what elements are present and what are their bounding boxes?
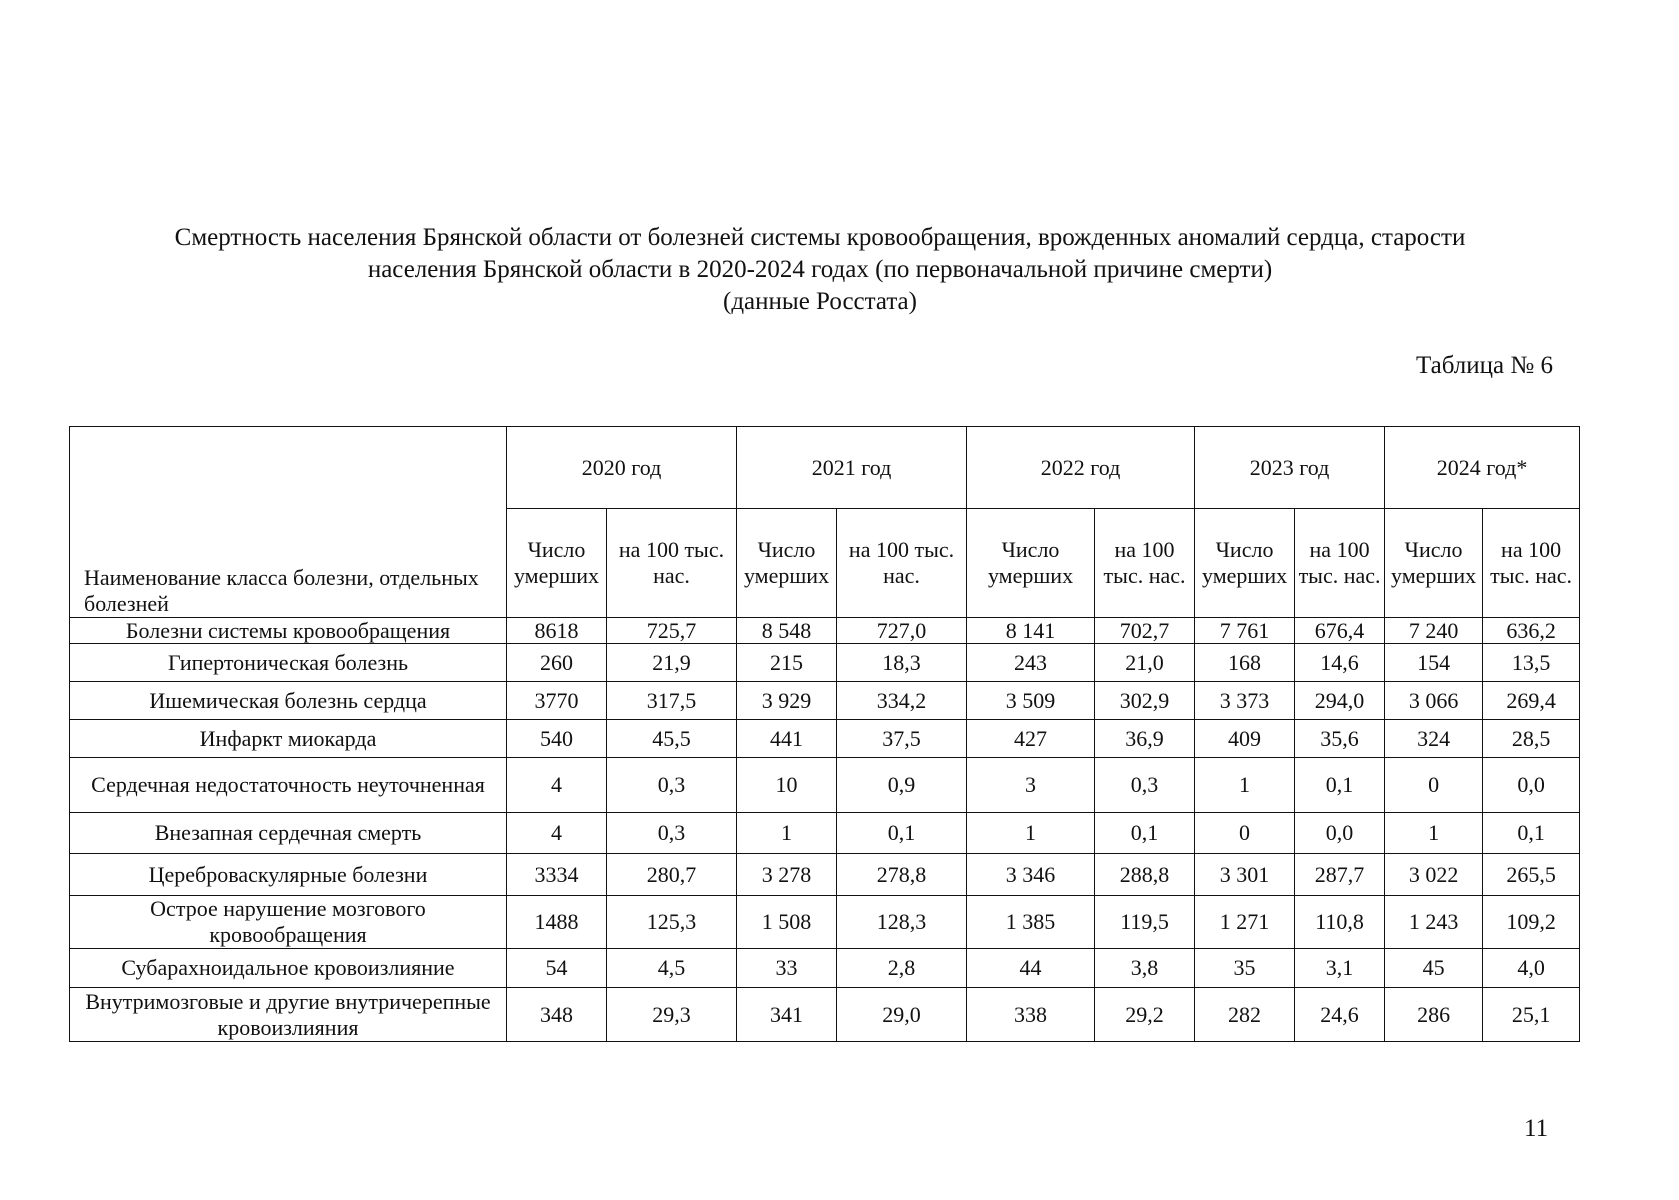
year-header: 2023 год (1195, 427, 1385, 509)
table-cell: 4,5 (607, 949, 737, 988)
title-line-1: Смертность населения Брянской области от болезней системы кровообращения, врожденных аномалий сердца, старости (174, 224, 1466, 251)
table-cell: 128,3 (837, 896, 967, 949)
table-cell: 14,6 (1295, 644, 1385, 682)
table-cell: 25,1 (1483, 988, 1580, 1042)
table-cell: 265,5 (1483, 854, 1580, 896)
year-header: 2020 год (507, 427, 737, 509)
table-cell: 302,9 (1095, 682, 1195, 720)
table-cell: 125,3 (607, 896, 737, 949)
table-cell: 1 (967, 813, 1095, 854)
deaths-count-header: Число умерших (1195, 509, 1295, 618)
table-row (70, 618, 1580, 644)
table-cell: 3 (967, 758, 1095, 813)
table-cell: 280,7 (607, 854, 737, 896)
year-header: 2024 год* (1385, 427, 1580, 509)
disease-name: Ишемическая болезнь сердца (70, 682, 507, 720)
table-cell: 725,7 (607, 618, 737, 644)
page-number: 11 (1524, 1115, 1549, 1142)
rate-per-100k-header: на 100 тыс. нас. (1295, 509, 1385, 618)
disease-name: Сердечная недостаточность неуточненная (70, 758, 507, 813)
table-cell: 0,0 (1295, 813, 1385, 854)
disease-name: Цереброваскулярные болезни (70, 854, 507, 896)
table-cell: 3334 (507, 854, 607, 896)
table-cell: 3 066 (1385, 682, 1483, 720)
table-cell: 286 (1385, 988, 1483, 1042)
table-cell: 334,2 (837, 682, 967, 720)
table-cell: 0,3 (607, 813, 737, 854)
table-row (70, 758, 1580, 813)
table-cell: 676,4 (1295, 618, 1385, 644)
deaths-count-header: Число умерших (967, 509, 1095, 618)
table-cell: 0,3 (1095, 758, 1195, 813)
table-cell: 702,7 (1095, 618, 1195, 644)
year-header: 2021 год (737, 427, 967, 509)
disease-name: Субарахноидальное кровоизлияние (70, 949, 507, 988)
table-cell: 1 (1385, 813, 1483, 854)
table-cell: 8 548 (737, 618, 837, 644)
table-cell: 3 373 (1195, 682, 1295, 720)
table-cell: 4,0 (1483, 949, 1580, 988)
table-cell: 45 (1385, 949, 1483, 988)
table-cell: 29,3 (607, 988, 737, 1042)
table-row (70, 813, 1580, 854)
mortality-table (69, 426, 1580, 1042)
table-cell: 348 (507, 988, 607, 1042)
table-cell: 3 022 (1385, 854, 1483, 896)
rate-per-100k-header: на 100 тыс. нас. (837, 509, 967, 618)
table-cell: 44 (967, 949, 1095, 988)
table-cell: 3 346 (967, 854, 1095, 896)
table-cell: 1 (737, 813, 837, 854)
table-cell: 0,1 (1295, 758, 1385, 813)
table-cell: 0,1 (1095, 813, 1195, 854)
disease-name: Внутримозговые и другие внутричерепные кровоизлияния (70, 988, 507, 1042)
deaths-count-header: Число умерших (507, 509, 607, 618)
table-cell: 0,1 (1483, 813, 1580, 854)
table-cell: 7 240 (1385, 618, 1483, 644)
table-cell: 2,8 (837, 949, 967, 988)
rate-per-100k-header: на 100 тыс. нас. (607, 509, 737, 618)
table-cell: 0,3 (607, 758, 737, 813)
table-cell: 260 (507, 644, 607, 682)
table-cell: 0,0 (1483, 758, 1580, 813)
table-cell: 1 385 (967, 896, 1095, 949)
table-cell: 21,0 (1095, 644, 1195, 682)
table-cell: 37,5 (837, 720, 967, 758)
disease-name: Болезни системы кровообращения (70, 618, 507, 644)
table-cell: 1488 (507, 896, 607, 949)
year-header: 2022 год (967, 427, 1195, 509)
table-cell: 8618 (507, 618, 607, 644)
table-row (70, 644, 1580, 682)
table-cell: 243 (967, 644, 1095, 682)
table-cell: 282 (1195, 988, 1295, 1042)
rate-per-100k-header: на 100 тыс. нас. (1483, 509, 1580, 618)
rate-per-100k-header: на 100 тыс. нас. (1095, 509, 1195, 618)
table-row (70, 896, 1580, 949)
title-line-2: населения Брянской области в 2020-2024 годах (по первоначальной причине смерти) (367, 256, 1273, 283)
table-cell: 36,9 (1095, 720, 1195, 758)
table-cell: 110,8 (1295, 896, 1385, 949)
table-row (70, 988, 1580, 1042)
table-cell: 35,6 (1295, 720, 1385, 758)
disease-name: Внезапная сердечная смерть (70, 813, 507, 854)
table-cell: 10 (737, 758, 837, 813)
disease-name: Острое нарушение мозгового кровообращения (70, 896, 507, 949)
table-row (70, 720, 1580, 758)
table-cell: 0,1 (837, 813, 967, 854)
table-cell: 4 (507, 758, 607, 813)
table-cell: 278,8 (837, 854, 967, 896)
document-title (60, 222, 1580, 318)
table-cell: 540 (507, 720, 607, 758)
disease-name: Гипертоническая болезнь (70, 644, 507, 682)
table-cell: 3 929 (737, 682, 837, 720)
table-row (70, 682, 1580, 720)
table-cell: 1 (1195, 758, 1295, 813)
table-cell: 109,2 (1483, 896, 1580, 949)
table-cell: 4 (507, 813, 607, 854)
table-cell: 294,0 (1295, 682, 1385, 720)
table-cell: 45,5 (607, 720, 737, 758)
table-cell: 409 (1195, 720, 1295, 758)
table-cell: 168 (1195, 644, 1295, 682)
table-cell: 13,5 (1483, 644, 1580, 682)
table-cell: 29,2 (1095, 988, 1195, 1042)
table-cell: 7 761 (1195, 618, 1295, 644)
table-cell: 427 (967, 720, 1095, 758)
table-cell: 341 (737, 988, 837, 1042)
table-cell: 29,0 (837, 988, 967, 1042)
table-cell: 727,0 (837, 618, 967, 644)
table-cell: 3,8 (1095, 949, 1195, 988)
table-cell: 154 (1385, 644, 1483, 682)
disease-class-header: Наименование класса болезни, отдельных болезней (70, 427, 507, 618)
table-row (70, 949, 1580, 988)
table-cell: 636,2 (1483, 618, 1580, 644)
deaths-count-header: Число умерших (1385, 509, 1483, 618)
table-cell: 3 278 (737, 854, 837, 896)
table-cell: 35 (1195, 949, 1295, 988)
table-cell: 24,6 (1295, 988, 1385, 1042)
table-cell: 21,9 (607, 644, 737, 682)
table-cell: 338 (967, 988, 1095, 1042)
deaths-count-header: Число умерших (737, 509, 837, 618)
table-cell: 288,8 (1095, 854, 1195, 896)
table-cell: 3,1 (1295, 949, 1385, 988)
table-row (70, 854, 1580, 896)
disease-name: Инфаркт миокарда (70, 720, 507, 758)
table-cell: 1 271 (1195, 896, 1295, 949)
table-cell: 317,5 (607, 682, 737, 720)
table-cell: 215 (737, 644, 837, 682)
table-cell: 287,7 (1295, 854, 1385, 896)
table-cell: 28,5 (1483, 720, 1580, 758)
table-cell: 3 509 (967, 682, 1095, 720)
title-line-3: (данные Росстата) (723, 288, 917, 315)
table-cell: 0 (1195, 813, 1295, 854)
table-cell: 33 (737, 949, 837, 988)
table-cell: 0,9 (837, 758, 967, 813)
table-cell: 3770 (507, 682, 607, 720)
table-cell: 18,3 (837, 644, 967, 682)
table-cell: 324 (1385, 720, 1483, 758)
table-cell: 1 243 (1385, 896, 1483, 949)
table-cell: 441 (737, 720, 837, 758)
table-cell: 1 508 (737, 896, 837, 949)
table-cell: 3 301 (1195, 854, 1295, 896)
table-cell: 119,5 (1095, 896, 1195, 949)
table-cell: 0 (1385, 758, 1483, 813)
table-cell: 54 (507, 949, 607, 988)
table-cell: 8 141 (967, 618, 1095, 644)
table-number: Таблица № 6 (1415, 352, 1553, 379)
table-cell: 269,4 (1483, 682, 1580, 720)
